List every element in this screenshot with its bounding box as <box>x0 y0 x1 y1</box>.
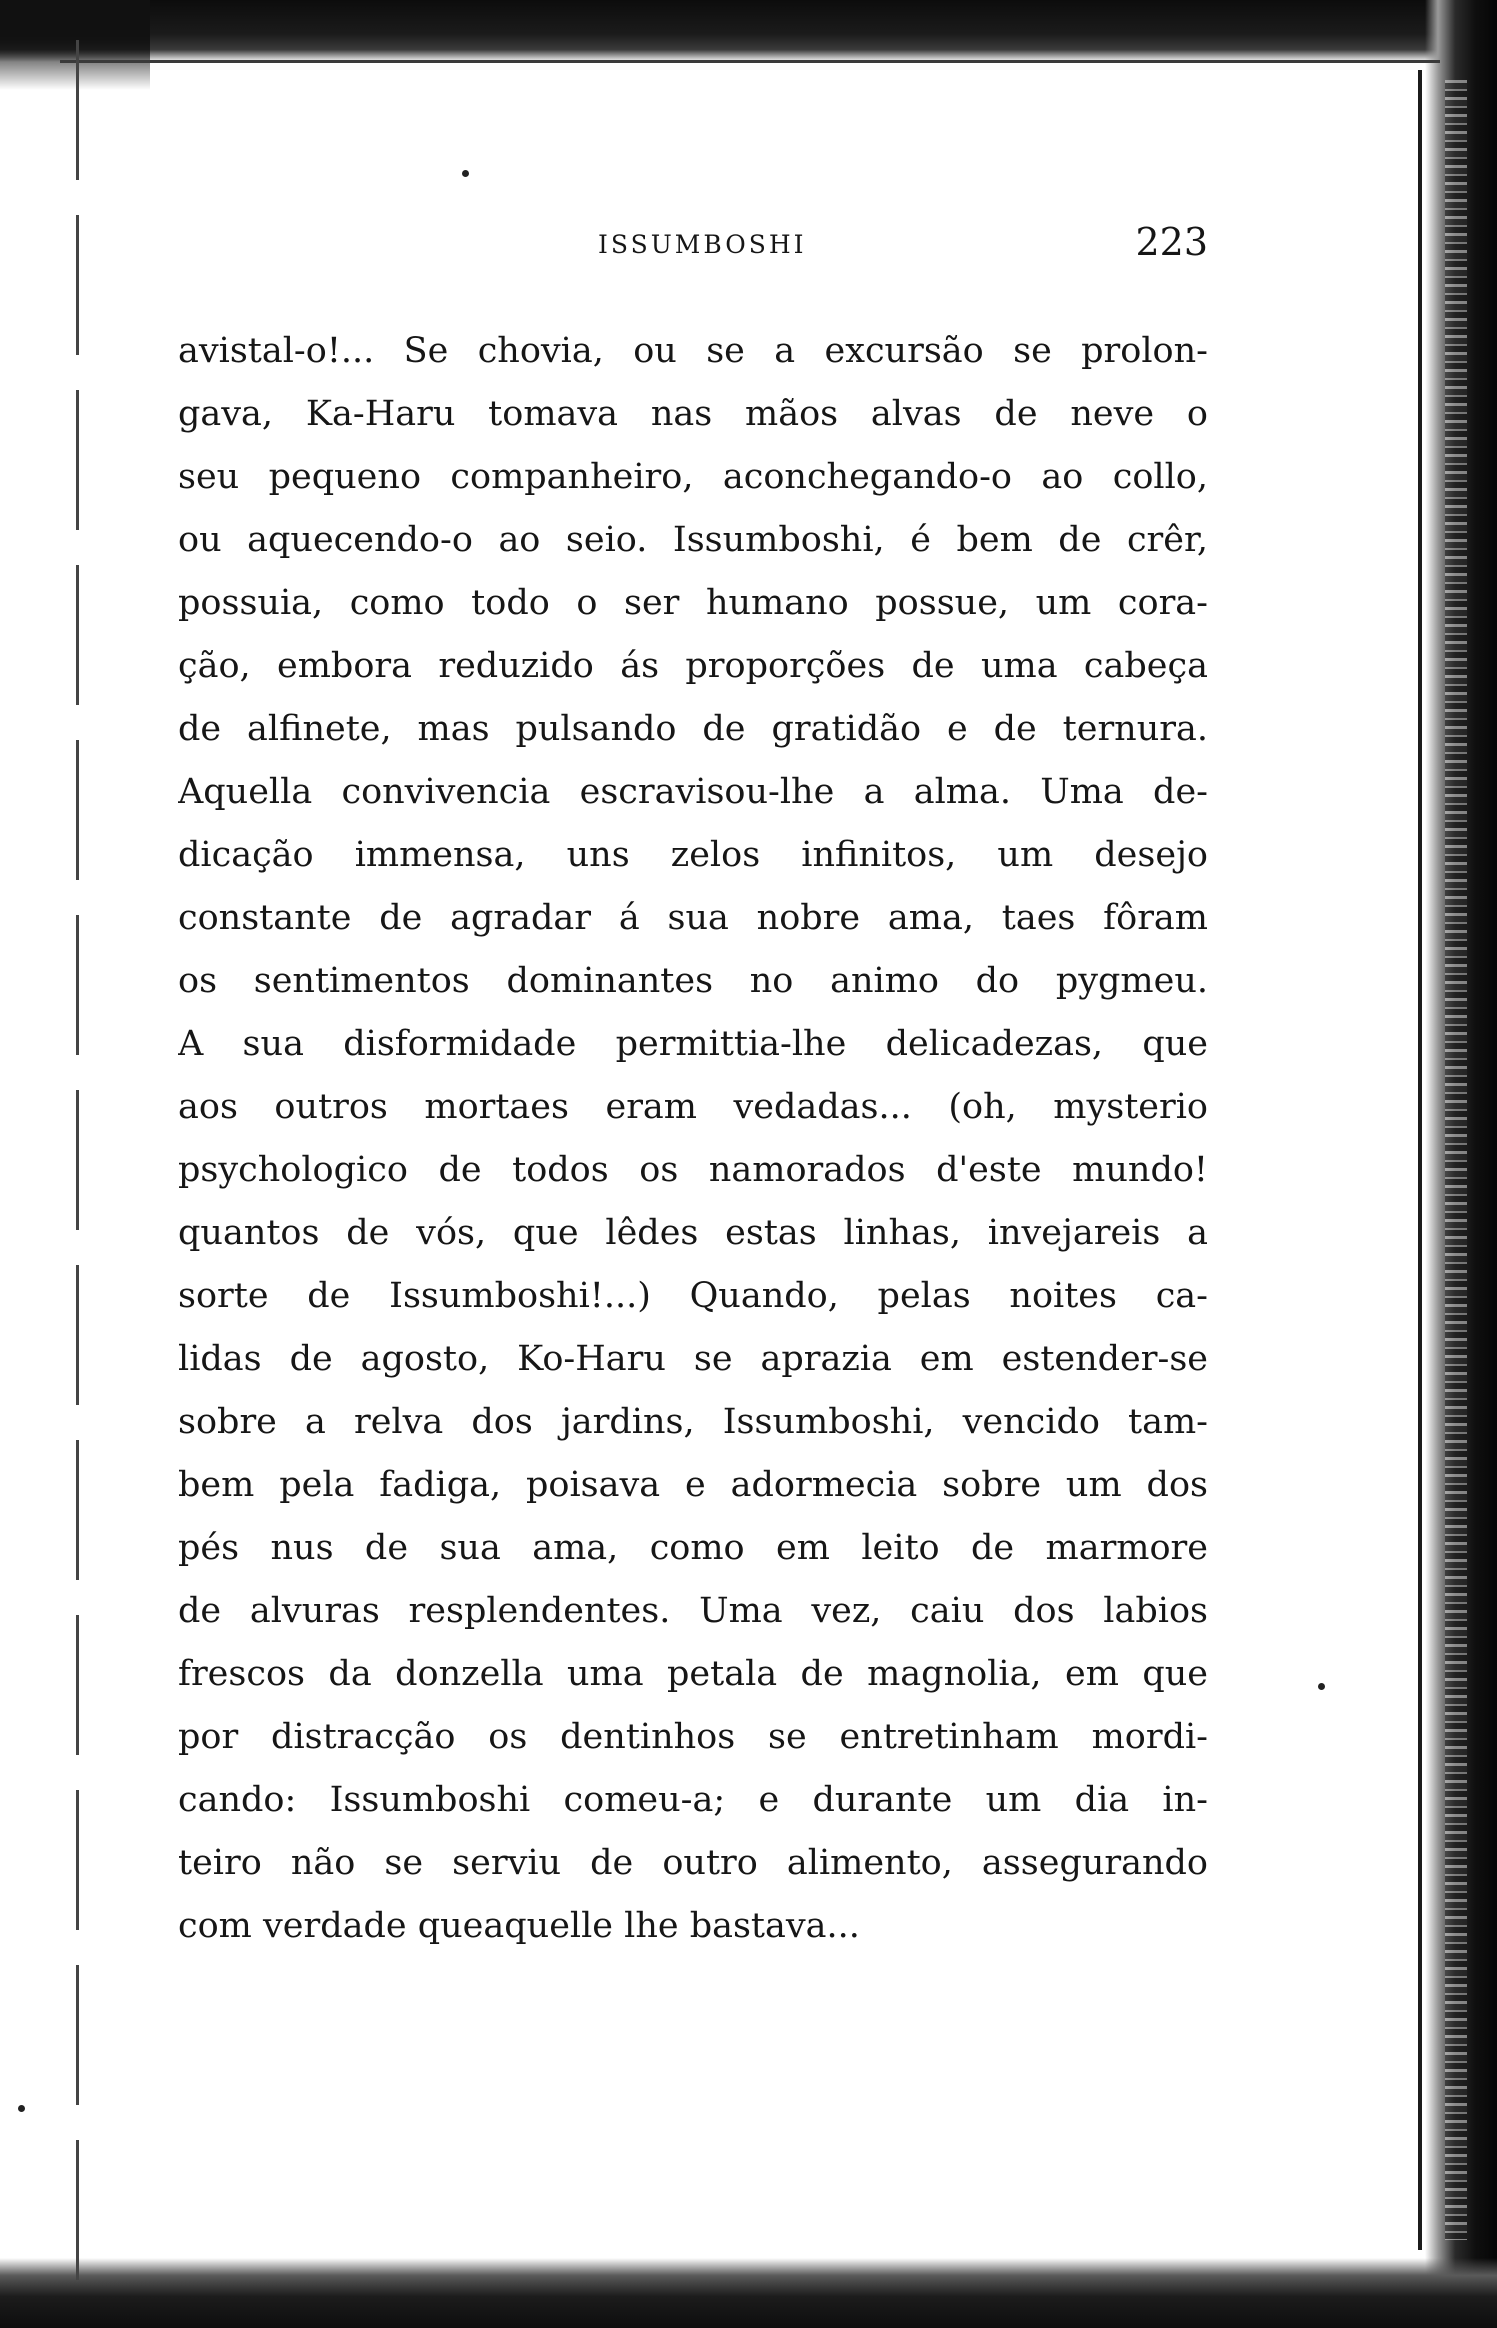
text-line: quantos de vós, que lêdes estas linhas, invejareis a <box>178 1213 1208 1253</box>
page-number: 223 <box>1135 220 1208 264</box>
text-line: A sua disformidade permittia-lhe delicadezas, que <box>178 1024 1208 1064</box>
text-line: sorte de Issumboshi!...) Quando, pelas noites ca- <box>178 1276 1208 1316</box>
text-line: de alvuras resplendentes. Uma vez, caiu dos labios <box>178 1591 1208 1631</box>
scan-border-bottom <box>0 2258 1497 2328</box>
speck <box>18 2105 25 2112</box>
speck <box>462 170 469 177</box>
scan-border-corner <box>0 0 150 90</box>
text-line: por distracção os dentinhos se entretinham mordi- <box>178 1717 1208 1757</box>
text-line: constante de agradar á sua nobre ama, taes fôram <box>178 898 1208 938</box>
page-header <box>178 220 1208 280</box>
text-line: gava, Ka-Haru tomava nas mãos alvas de neve o <box>178 394 1208 434</box>
text-line: lidas de agosto, Ko-Haru se aprazia em estender-se <box>178 1339 1208 1379</box>
text-line: avistal-o!... Se chovia, ou se a excursão se prolon- <box>178 331 1208 371</box>
text-line: com verdade queaquelle lhe bastava... <box>178 1906 860 1946</box>
body-text <box>178 320 1208 1958</box>
text-line: ou aquecendo-o ao seio. Issumboshi, é bem de crêr, <box>178 520 1208 560</box>
scan-border-top <box>0 0 1497 62</box>
text-line: bem pela fadiga, poisava e adormecia sobre um dos <box>178 1465 1208 1505</box>
text-line: pés nus de sua ama, como em leito de marmore <box>178 1528 1208 1568</box>
text-line: seu pequeno companheiro, aconchegando-o ao collo, <box>178 457 1208 497</box>
running-head: ISSUMBOSHI <box>598 230 807 259</box>
text-line: teiro não se serviu de outro alimento, assegurando <box>178 1843 1208 1883</box>
text-line: cando: Issumboshi comeu-a; e durante um dia in- <box>178 1780 1208 1820</box>
text-line: frescos da donzella uma petala de magnolia, em que <box>178 1654 1208 1694</box>
text-line: psychologico de todos os namorados d'este mundo! <box>178 1150 1208 1190</box>
text-line: ção, embora reduzido ás proporções de uma cabeça <box>178 646 1208 686</box>
text-line: Aquella convivencia escravisou-lhe a alma. Uma de- <box>178 772 1208 812</box>
page-edge-top <box>60 60 1440 63</box>
text-line: aos outros mortaes eram vedadas... (oh, mysterio <box>178 1087 1208 1127</box>
page-edge-left <box>76 40 79 2280</box>
text-line: os sentimentos dominantes no animo do pygmeu. <box>178 961 1208 1001</box>
text-line: dicação immensa, uns zelos infinitos, um desejo <box>178 835 1208 875</box>
text-line: de alfinete, mas pulsando de gratidão e de ternura. <box>178 709 1208 749</box>
text-line: sobre a relva dos jardins, Issumboshi, vencido tam- <box>178 1402 1208 1442</box>
scan-border-speckle <box>1445 80 1467 2240</box>
page-edge-right <box>1418 70 1422 2250</box>
text-line: possuia, como todo o ser humano possue, um cora- <box>178 583 1208 623</box>
speck <box>1318 1683 1325 1690</box>
